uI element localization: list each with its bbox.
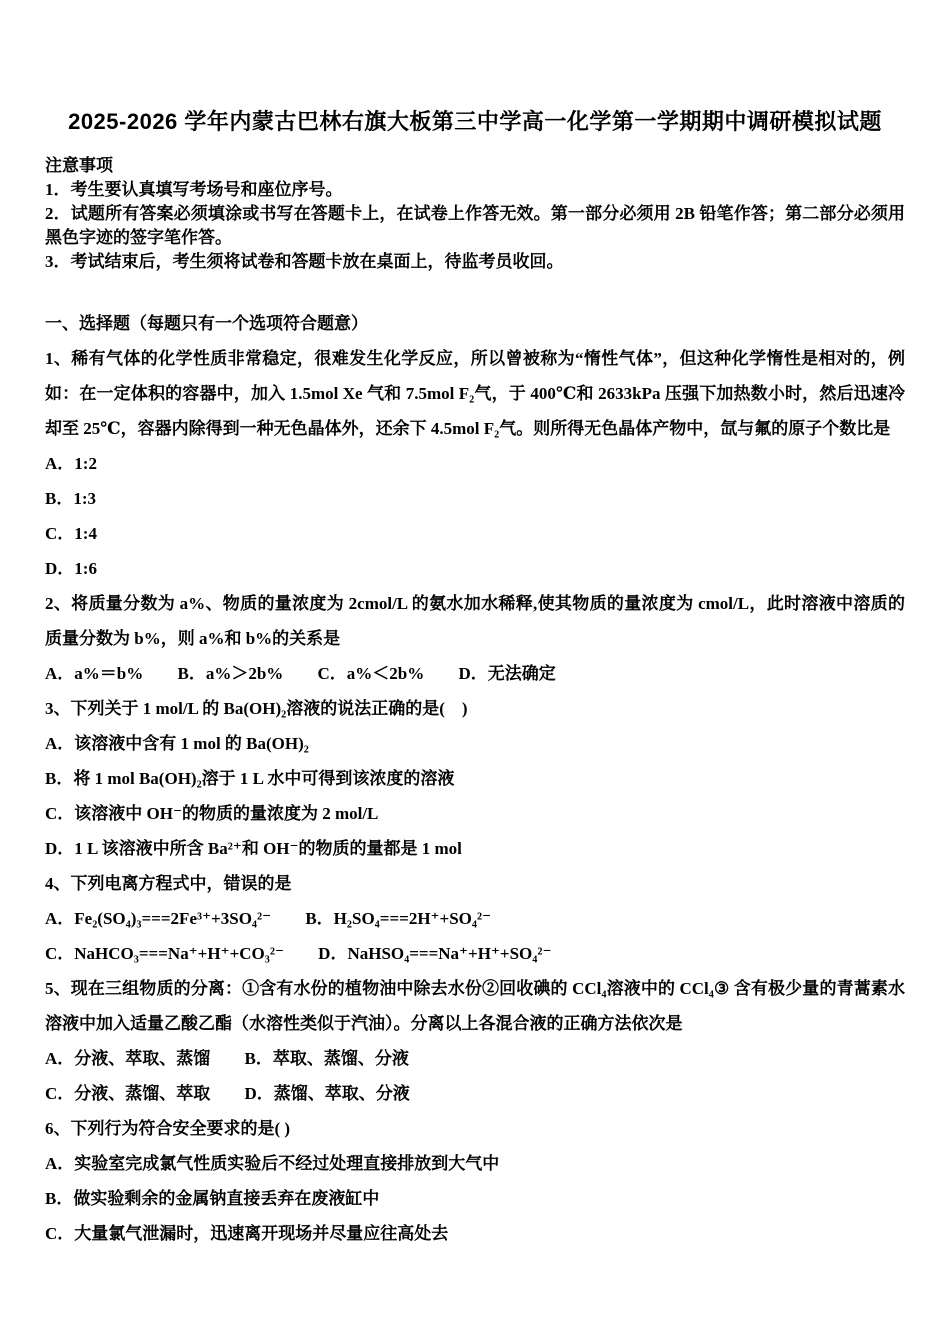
question-4-options-row-1 xyxy=(45,901,905,936)
question-6-stem: 6、下列行为符合安全要求的是( ) xyxy=(45,1119,291,1138)
notice-heading: 注意事项 xyxy=(45,156,113,175)
notice-item-2: 2．试题所有答案必须填涂或书写在答题卡上，在试卷上作答无效。第一部分必须用 2B 铅笔作答；第二部分必须用黑色字迹的签字笔作答。 xyxy=(45,204,905,247)
question-4-option-a: A．Fe₂(SO₄)₃===2Fe³⁺+3SO₄²⁻ xyxy=(45,909,272,928)
notice-item-3: 3．考试结束后，考生须将试卷和答题卡放在桌面上，待监考员收回。 xyxy=(45,252,564,271)
question-1-stem: 1、稀有气体的化学性质非常稳定，很难发生化学反应，所以曾被称为“惰性气体”，但这种化学惰性是相对的，例如：在一定体积的容器中，加入 1.5mol Xe 气和 7.5mol F₂气，于 400℃和 2633kPa 压强下加热数小时，然后迅速冷却至 25℃，容器内除得到一种无色晶体外，还余下 4.5mol F₂气。则所得无色晶体产物中，氙与氟的原子个数比是 xyxy=(45,349,905,438)
question-2-option-d: D．无法确定 xyxy=(458,664,556,683)
question-6 xyxy=(45,1111,905,1251)
question-6-option-b: B．做实验剩余的金属钠直接丢弃在废液缸中 xyxy=(45,1189,380,1208)
question-5-stem: 5、现在三组物质的分离：①含有水份的植物油中除去水份②回收碘的 CCl₄溶液中的 CCl₄③ 含有极少量的青蒿素水溶液中加入适量乙酸乙酯（水溶性类似于汽油）。分离以上各混合液的正确方法依次是 xyxy=(45,979,905,1033)
question-3 xyxy=(45,691,905,866)
question-2 xyxy=(45,586,905,691)
notice-item-1: 1．考生要认真填写考场号和座位序号。 xyxy=(45,180,343,199)
section-heading: 一、选择题（每题只有一个选项符合题意） xyxy=(45,314,368,333)
question-2-option-a: A．a%＝b% xyxy=(45,664,144,683)
question-4-option-b: B．H₂SO₄===2H⁺+SO₄²⁻ xyxy=(305,909,492,928)
question-5 xyxy=(45,971,905,1111)
question-1-option-a: A．1:2 xyxy=(45,454,97,473)
question-1-option-c: C．1:4 xyxy=(45,524,97,543)
question-6-option-a: A．实验室完成氯气性质实验后不经过处理直接排放到大气中 xyxy=(45,1154,500,1173)
question-5-option-d: D．蒸馏、萃取、分液 xyxy=(244,1084,410,1103)
question-2-option-b: B．a%＞2b% xyxy=(177,664,284,683)
question-4-option-d: D．NaHSO₄===Na⁺+H⁺+SO₄²⁻ xyxy=(318,944,552,963)
page-title: 2025-2026 学年内蒙古巴林右旗大板第三中学高一化学第一学期期中调研模拟试题 xyxy=(68,109,882,134)
question-5-option-b: B．萃取、蒸馏、分液 xyxy=(244,1049,409,1068)
question-3-option-c: C．该溶液中 OH⁻的物质的量浓度为 2 mol/L xyxy=(45,804,379,823)
question-4-stem: 4、下列电离方程式中，错误的是 xyxy=(45,874,292,893)
question-5-option-c: C．分液、蒸馏、萃取 xyxy=(45,1084,211,1103)
question-3-option-a: A．该溶液中含有 1 mol 的 Ba(OH)₂ xyxy=(45,734,309,753)
question-5-options-row-2 xyxy=(45,1076,905,1111)
question-section xyxy=(45,306,905,1251)
question-3-stem: 3、下列关于 1 mol/L 的 Ba(OH)₂溶液的说法正确的是( ) xyxy=(45,699,468,718)
question-6-option-c: C．大量氯气泄漏时，迅速离开现场并尽量应往高处去 xyxy=(45,1224,449,1243)
question-1 xyxy=(45,341,905,586)
question-2-stem: 2、将质量分数为 a%、物质的量浓度为 2cmol/L 的氨水加水稀释,使其物质的量浓度为 cmol/L，此时溶液中溶质的质量分数为 b%，则 a%和 b%的关系是 xyxy=(45,594,905,648)
question-2-options-row xyxy=(45,656,905,691)
question-4 xyxy=(45,866,905,971)
question-3-option-d: D．1 L 该溶液中所含 Ba²⁺和 OH⁻的物质的量都是 1 mol xyxy=(45,839,462,858)
question-2-option-c: C．a%＜2b% xyxy=(317,664,425,683)
question-4-option-c: C．NaHCO₃===Na⁺+H⁺+CO₃²⁻ xyxy=(45,944,284,963)
question-3-option-b: B．将 1 mol Ba(OH)₂溶于 1 L 水中可得到该浓度的溶液 xyxy=(45,769,455,788)
question-1-option-b: B．1:3 xyxy=(45,489,96,508)
question-4-options-row-2 xyxy=(45,936,905,971)
notice-section xyxy=(45,154,905,274)
question-1-option-d: D．1:6 xyxy=(45,559,97,578)
question-5-option-a: A．分液、萃取、蒸馏 xyxy=(45,1049,211,1068)
question-5-options-row-1 xyxy=(45,1041,905,1076)
